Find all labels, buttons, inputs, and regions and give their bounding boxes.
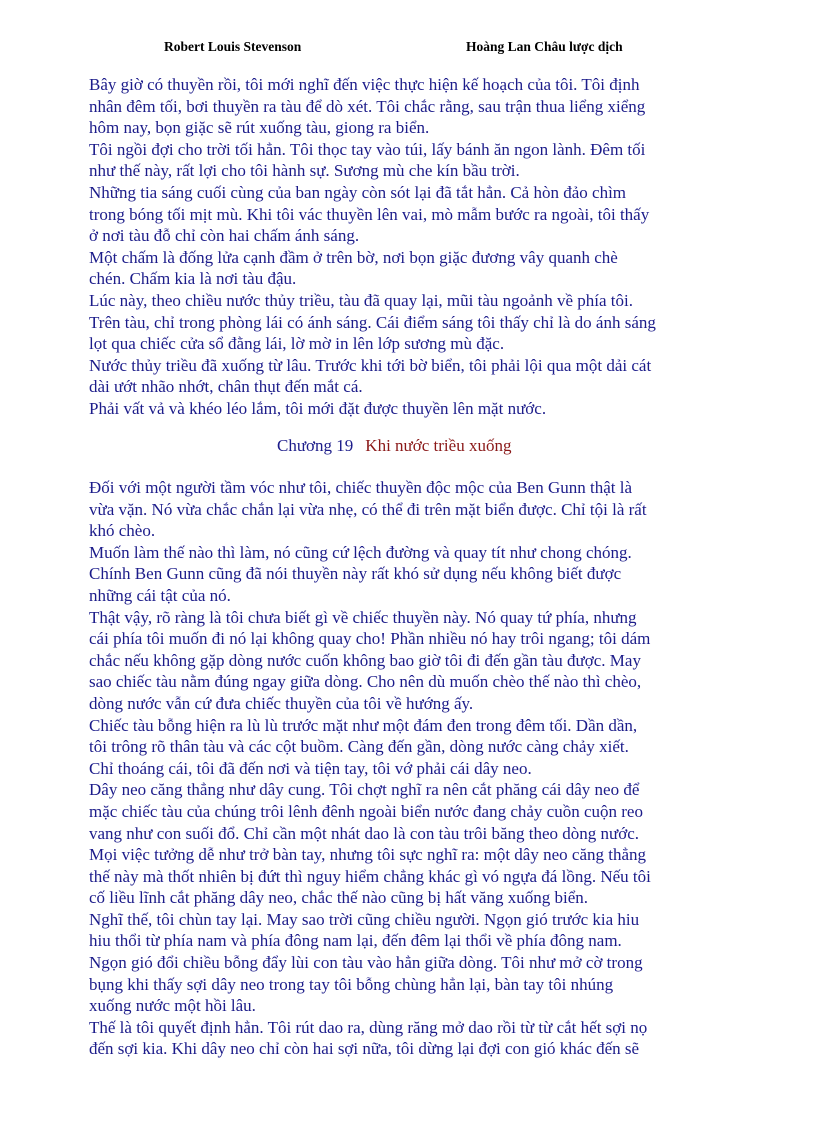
text-line: Ngọn gió đổi chiều bỗng đẩy lùi con tàu vào hẳn giữa dòng. Tôi như mở cờ trong bbox=[89, 953, 643, 973]
text-line: dài ướt nhão nhớt, chân thụt đến mắt cá. bbox=[89, 377, 363, 397]
text-line: vang như con suối đổ. Chỉ cần một nhát dao là con tàu trôi băng theo dòng nước. bbox=[89, 823, 640, 843]
text-line: Chỉ thoáng cái, tôi đã đến nơi và tiện tay, tôi vớ phải cái dây neo. bbox=[89, 758, 532, 778]
text-line: cố liều lĩnh cắt phăng dây neo, chắc thế nào cũng bị hất văng xuống biển. bbox=[89, 888, 588, 908]
chapter-title: Khi nước triều xuống bbox=[365, 436, 512, 455]
text-line: Tôi ngồi đợi cho trời tối hẳn. Tôi thọc tay vào túi, lấy bánh ăn ngon lành. Đêm tối bbox=[89, 139, 646, 159]
text-line: dòng nước vẫn cứ đưa chiếc thuyền của tôi về hướng ấy. bbox=[89, 693, 474, 713]
text-line: cái phía tôi muốn đi nó lại không quay cho! Phần nhiều nó hay trôi ngang; tôi dám bbox=[89, 629, 651, 649]
text-line: khó chèo. bbox=[89, 521, 156, 541]
text-line: Chính Ben Gunn cũng đã nói thuyền này rất khó sử dụng nếu không biết được bbox=[89, 564, 622, 584]
text-line: ở nơi tàu đỗ chỉ còn hai chấm ánh sáng. bbox=[89, 226, 360, 246]
text-line: lọt qua chiếc cửa sổ đằng lái, lờ mờ in lên lớp sương mù đặc. bbox=[89, 334, 505, 354]
text-line: Mọi việc tưởng dễ như trở bàn tay, nhưng tôi sực nghĩ ra: một dây neo căng thẳng bbox=[89, 845, 647, 865]
text-line: những cái tật của nó. bbox=[89, 585, 231, 605]
translator-credit: Hoàng Lan Châu lược dịch bbox=[466, 39, 623, 54]
text-line: Muốn làm thế nào thì làm, nó cũng cứ lệch đường và quay tít như chong chóng. bbox=[89, 542, 632, 562]
text-line: Nước thủy triều đã xuống từ lâu. Trước khi tới bờ biển, tôi phải lội qua một dải cát bbox=[89, 355, 652, 375]
text-line: chắc nếu không gặp dòng nước cuốn không bao giờ tôi đi đến gần tàu được. May bbox=[89, 650, 641, 670]
text-line: Một chấm là đống lửa cạnh đầm ở trên bờ, nơi bọn giặc đương vây quanh chè bbox=[89, 247, 618, 267]
text-line: Dây neo căng thẳng như dây cung. Tôi chợt nghĩ ra nên cắt phăng cái dây neo để bbox=[89, 780, 640, 800]
text-line: Phải vất vả và khéo léo lắm, tôi mới đặt được thuyền lên mặt nước. bbox=[89, 398, 547, 418]
text-line: nhân đêm tối, bơi thuyền ra tàu để dò xét. Tôi chắc rằng, sau trận thua liểng xiểng bbox=[89, 96, 646, 116]
text-line: như thế này, rất lợi cho tôi hành sự. Sương mù che kín bầu trời. bbox=[89, 161, 520, 181]
text-line: Chiếc tàu bỗng hiện ra lù lù trước mặt như một đám đen trong đêm tối. Dần dần, bbox=[89, 715, 638, 735]
text-line: xuống nước một hồi lâu. bbox=[89, 996, 256, 1016]
text-line: đến sợi kia. Khi dây neo chỉ còn hai sợi nữa, tôi dừng lại đợi con gió khác đến sẽ bbox=[89, 1039, 640, 1059]
text-line: chén. Chấm kia là nơi tàu đậu. bbox=[89, 269, 297, 289]
text-line: Đối với một người tầm vóc như tôi, chiếc thuyền độc mộc của Ben Gunn thật là bbox=[89, 478, 632, 497]
text-line: Nghĩ thế, tôi chùn tay lại. May sao trời cũng chiều người. Ngọn gió trước kia hiu bbox=[89, 909, 640, 929]
chapter-heading bbox=[277, 436, 511, 456]
body-text-section-a bbox=[89, 74, 739, 420]
text-line: vừa vặn. Nó vừa chắc chắn lại vừa nhẹ, có thể đi trên mặt biển được. Chỉ tội là rất bbox=[89, 499, 647, 519]
page-header bbox=[0, 39, 816, 59]
text-line: Lúc này, theo chiều nước thủy triều, tàu đã quay lại, mũi tàu ngoảnh về phía tôi. bbox=[89, 290, 633, 310]
text-line: Bây giờ có thuyền rồi, tôi mới nghĩ đến việc thực hiện kế hoạch của tôi. Tôi định bbox=[89, 75, 640, 94]
text-line: trong bóng tối mịt mù. Khi tôi vác thuyền lên vai, mò mẫm bước ra ngoài, tôi thấy bbox=[89, 204, 650, 224]
text-line: thế này mà thốt nhiên bị đứt thì nguy hiểm chẳng khác gì vó ngựa đá lồng. Nếu tôi bbox=[89, 866, 651, 886]
text-line: Thế là tôi quyết định hẳn. Tôi rút dao ra, dùng răng mở dao rồi từ từ cắt hết sợi nọ bbox=[89, 1017, 648, 1037]
text-line: sao chiếc tàu nằm đúng ngay giữa dòng. Cho nên dù muốn chèo thế nào thì chèo, bbox=[89, 672, 642, 692]
body-text-section-b bbox=[89, 477, 739, 1060]
chapter-number: Chương 19 bbox=[277, 436, 354, 455]
text-line: mặc chiếc tàu của chúng trôi lênh đênh ngoài biển nước đang chảy cuồn cuộn reo bbox=[89, 801, 643, 821]
text-line: Trên tàu, chỉ trong phòng lái có ánh sáng. Cái điểm sáng tôi thấy chỉ là do ánh sáng bbox=[89, 312, 656, 332]
text-line: bụng khi thấy sợi dây neo trong tay tôi bỗng chùng hẳn lại, bàn tay tôi nhúng bbox=[89, 974, 614, 994]
author-name: Robert Louis Stevenson bbox=[164, 39, 302, 54]
text-line: Những tia sáng cuối cùng của ban ngày còn sót lại đã tắt hẳn. Cả hòn đảo chìm bbox=[89, 182, 627, 202]
text-line: hiu thổi từ phía nam và phía đông nam lại, đến đêm lại thổi về phía đông nam. bbox=[89, 931, 622, 951]
text-line: hôm nay, bọn giặc sẽ rút xuống tàu, giong ra biển. bbox=[89, 118, 430, 138]
text-line: Thật vậy, rõ ràng là tôi chưa biết gì về chiếc thuyền này. Nó quay tứ phía, nhưng bbox=[89, 607, 637, 627]
text-line: tôi trông rõ thân tàu và các cột buồm. Càng đến gần, dòng nước càng chảy xiết. bbox=[89, 737, 629, 757]
